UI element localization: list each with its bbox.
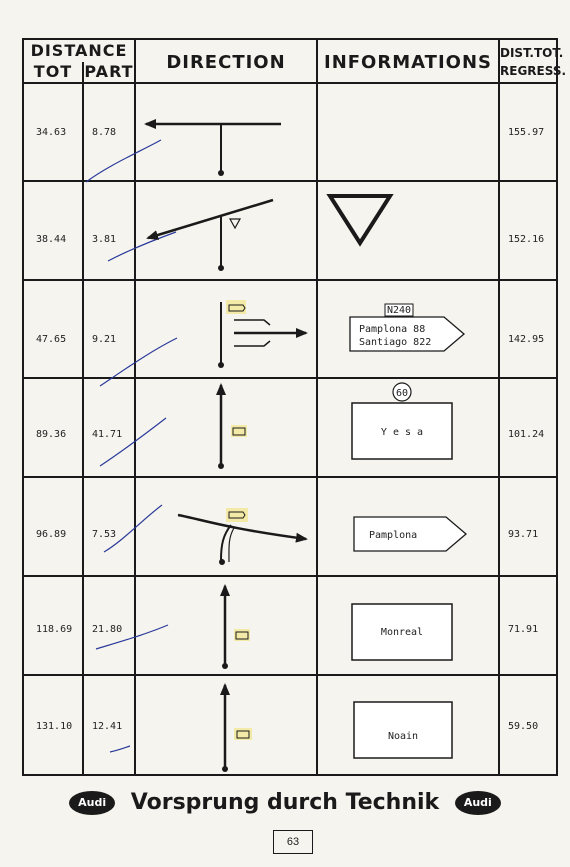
direction-sign bbox=[350, 304, 464, 351]
direction-tulip-straight bbox=[222, 586, 250, 669]
row-tot: 38.44 bbox=[36, 234, 67, 245]
speed-limit: 60 bbox=[395, 388, 409, 399]
footer bbox=[0, 790, 570, 822]
road-number: N240 bbox=[386, 305, 412, 316]
town-name: Monreal bbox=[380, 627, 424, 638]
header-tot: TOT bbox=[33, 62, 73, 81]
town-name: Noain bbox=[387, 731, 419, 742]
row-regress: 152.16 bbox=[508, 234, 545, 245]
direction-tulip-straight bbox=[218, 385, 247, 469]
direction-sign bbox=[354, 517, 466, 551]
page-number: 63 bbox=[273, 830, 313, 854]
row-part: 9.21 bbox=[92, 334, 117, 345]
header-regress: REGRESS. bbox=[500, 64, 567, 78]
town-sign bbox=[352, 383, 452, 459]
roadbook-table bbox=[22, 38, 567, 776]
row-regress: 59.50 bbox=[508, 721, 539, 732]
row-part: 21.80 bbox=[92, 624, 123, 635]
row-regress: 71.91 bbox=[508, 624, 539, 635]
pen-mark bbox=[104, 505, 162, 552]
row-tot: 47.65 bbox=[36, 334, 67, 345]
pen-mark bbox=[86, 140, 161, 182]
row-regress: 101.24 bbox=[508, 429, 545, 440]
yield-small-icon bbox=[230, 219, 240, 228]
sign-line: Santiago 822 bbox=[359, 337, 432, 348]
header-direction: DIRECTION bbox=[166, 52, 286, 73]
pen-mark bbox=[100, 418, 166, 466]
direction-tulip-bear-right bbox=[178, 508, 306, 565]
direction-tulip-left-turn bbox=[146, 124, 281, 176]
direction-tulip-straight bbox=[222, 685, 252, 772]
pen-mark bbox=[110, 746, 130, 752]
pen-mark bbox=[96, 625, 168, 649]
direction-tulip-right-turn bbox=[218, 300, 306, 368]
town-sign bbox=[352, 604, 452, 660]
row-part: 8.78 bbox=[92, 127, 117, 138]
pen-mark bbox=[100, 338, 177, 386]
header-part: PART bbox=[84, 62, 134, 81]
row-regress: 142.95 bbox=[508, 334, 545, 345]
row-tot: 96.89 bbox=[36, 529, 67, 540]
audi-logo-left: Audi bbox=[69, 791, 115, 815]
audi-logo-right: Audi bbox=[455, 791, 501, 815]
pen-mark bbox=[108, 232, 176, 261]
slogan: Vorsprung durch Technik bbox=[130, 790, 440, 815]
sign-line: Pamplona bbox=[369, 530, 418, 541]
row-tot: 118.69 bbox=[36, 624, 73, 635]
row-part: 12.41 bbox=[92, 721, 123, 732]
row-part: 7.53 bbox=[92, 529, 117, 540]
row-tot: 89.36 bbox=[36, 429, 67, 440]
row-regress: 93.71 bbox=[508, 529, 539, 540]
sign-line: Pamplona 88 bbox=[359, 324, 426, 335]
header-informations: INFORMATIONS bbox=[324, 52, 492, 73]
row-part: 3.81 bbox=[92, 234, 117, 245]
header-distance: DISTANCE bbox=[30, 41, 128, 60]
row-tot: 34.63 bbox=[36, 127, 67, 138]
header-dist-tot: DIST.TOT. bbox=[500, 46, 564, 60]
row-regress: 155.97 bbox=[508, 127, 545, 138]
row-tot: 131.10 bbox=[36, 721, 73, 732]
diagram-layer bbox=[24, 40, 567, 774]
town-sign bbox=[354, 702, 452, 758]
yield-sign-icon bbox=[330, 196, 390, 243]
town-name: Y e s a bbox=[380, 427, 424, 438]
row-part: 41.71 bbox=[92, 429, 123, 440]
